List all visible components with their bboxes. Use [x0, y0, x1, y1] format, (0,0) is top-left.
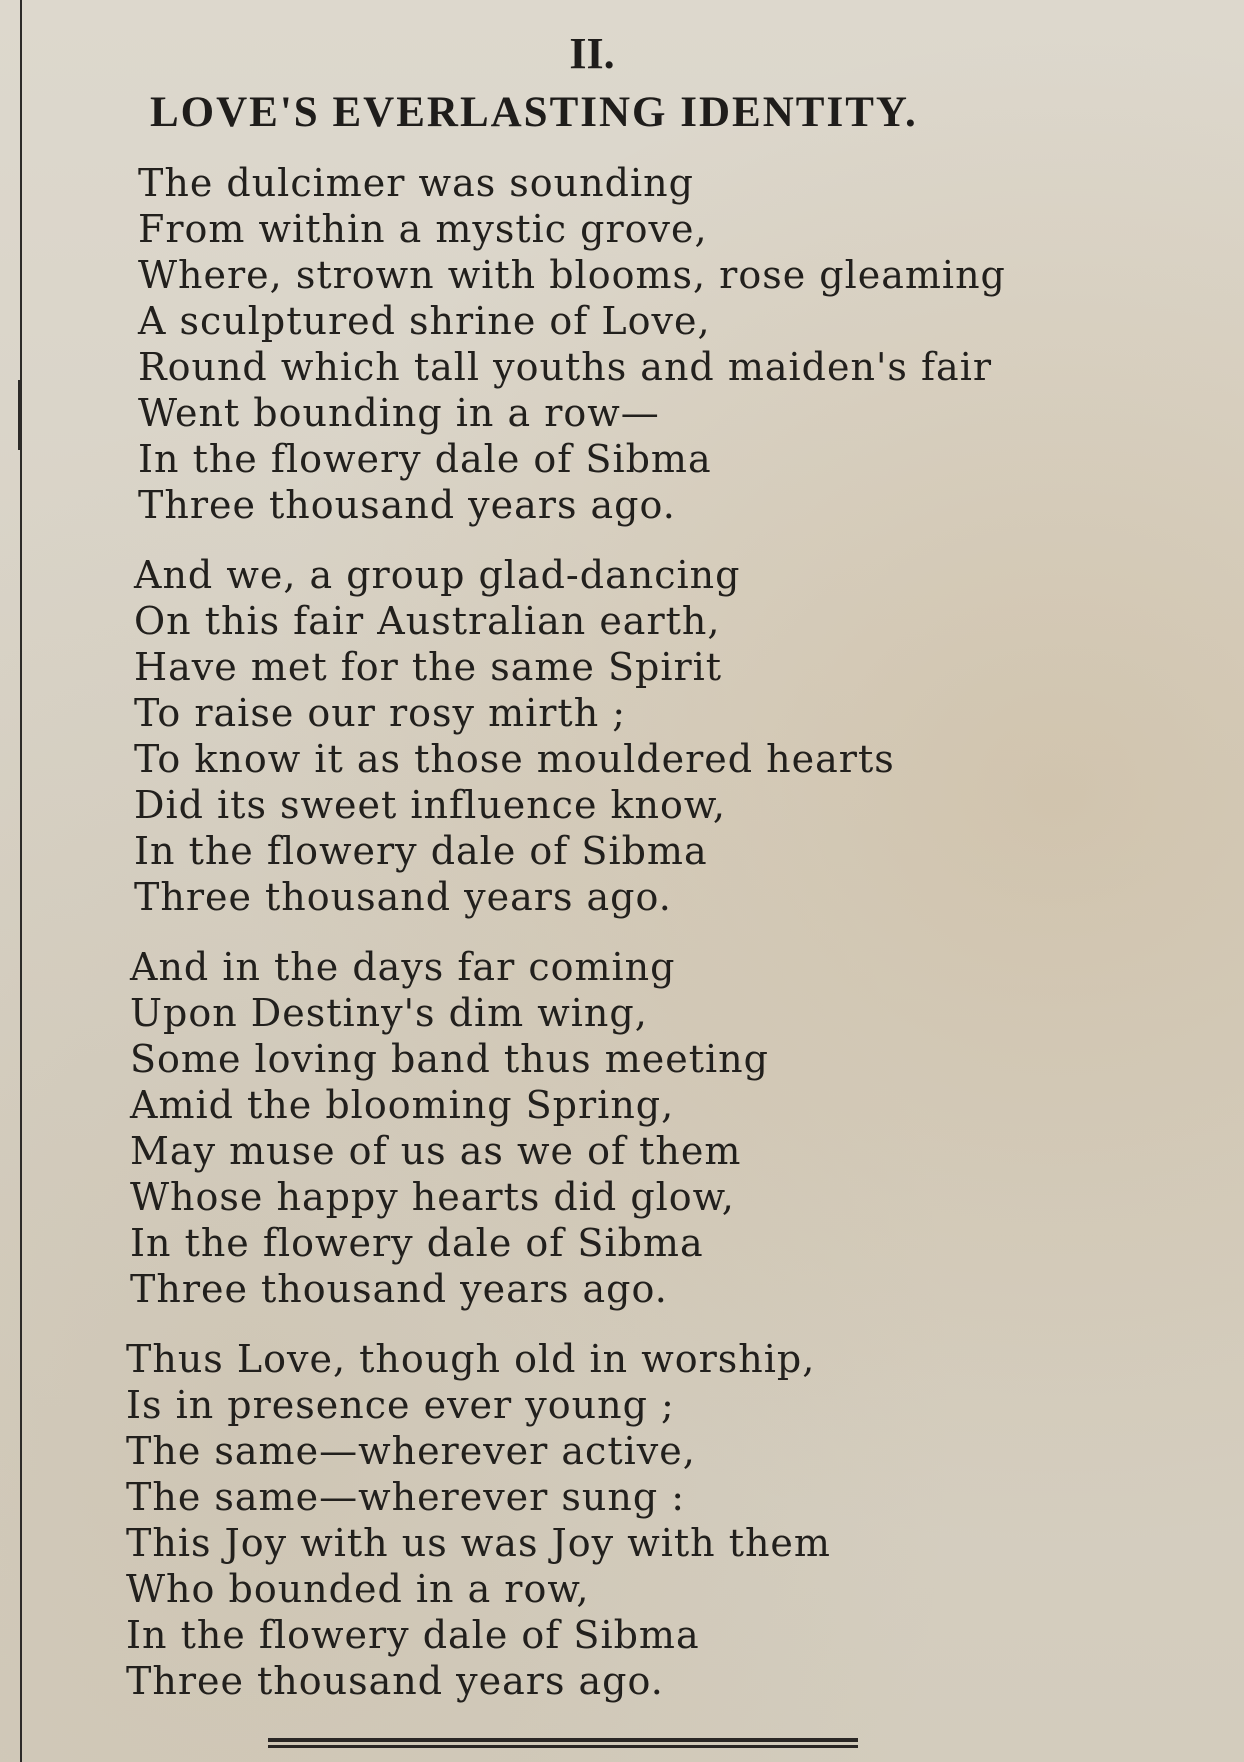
poem-line: Amid the blooming Spring, [130, 1083, 675, 1127]
poem-line: Who bounded in a row, [126, 1567, 590, 1611]
poem-line: Whose happy hearts did glow, [130, 1175, 735, 1219]
poem-line: May muse of us as we of them [130, 1129, 742, 1173]
stanza-4 [126, 1336, 831, 1704]
poem-line: The same—wherever sung : [126, 1475, 686, 1519]
stanza-1 [138, 160, 1006, 528]
poem-line: The same—wherever active, [126, 1429, 696, 1473]
poem-title: LOVE'S EVERLASTING IDENTITY. [150, 89, 918, 136]
closing-rule [268, 1738, 858, 1750]
poem-line: In the flowery dale of Sibma [138, 437, 712, 481]
closing-rule-thick [268, 1738, 858, 1742]
column-rule-mark [18, 380, 20, 450]
poem-line: To know it as those mouldered hearts [134, 737, 895, 781]
poem-line: The dulcimer was sounding [138, 161, 694, 205]
poem-line: On this fair Australian earth, [134, 599, 721, 643]
closing-rule-thin [268, 1745, 858, 1748]
poem-line: Is in presence ever young ; [126, 1383, 675, 1427]
poem-line: Have met for the same Spirit [134, 645, 723, 689]
poem-line: Where, strown with blooms, rose gleaming [138, 253, 1006, 297]
poem-line: Thus Love, though old in worship, [126, 1337, 816, 1381]
poem-line: Three thousand years ago. [138, 483, 676, 527]
poem-line: This Joy with us was Joy with them [126, 1521, 831, 1565]
poem-line: Some loving band thus meeting [130, 1037, 769, 1081]
poem-numeral: II. [569, 29, 615, 78]
poem-line: Upon Destiny's dim wing, [130, 991, 648, 1035]
poem-line: Went bounding in a row— [138, 391, 660, 435]
poem-line: To raise our rosy mirth ; [134, 691, 627, 735]
poem-line: In the flowery dale of Sibma [134, 829, 708, 873]
stanza-2 [134, 552, 895, 920]
poem-line: Three thousand years ago. [126, 1659, 664, 1703]
poem-line: From within a mystic grove, [138, 207, 708, 251]
poem-line: A sculptured shrine of Love, [138, 299, 711, 343]
poem-line: Round which tall youths and maiden's fair [138, 345, 993, 389]
poem-line: And in the days far coming [130, 945, 676, 989]
column-rule [20, 0, 22, 1762]
poem-line: In the flowery dale of Sibma [126, 1613, 700, 1657]
poem-line: Did its sweet influence know, [134, 783, 726, 827]
poem-line-text: And we, a group glad-dancing [134, 553, 741, 597]
stanza-3 [130, 944, 769, 1312]
poem-line: Three thousand years ago. [130, 1267, 668, 1311]
poem-line [134, 552, 895, 598]
poem-line: Three thousand years ago. [134, 875, 672, 919]
poem-line: In the flowery dale of Sibma [130, 1221, 704, 1265]
